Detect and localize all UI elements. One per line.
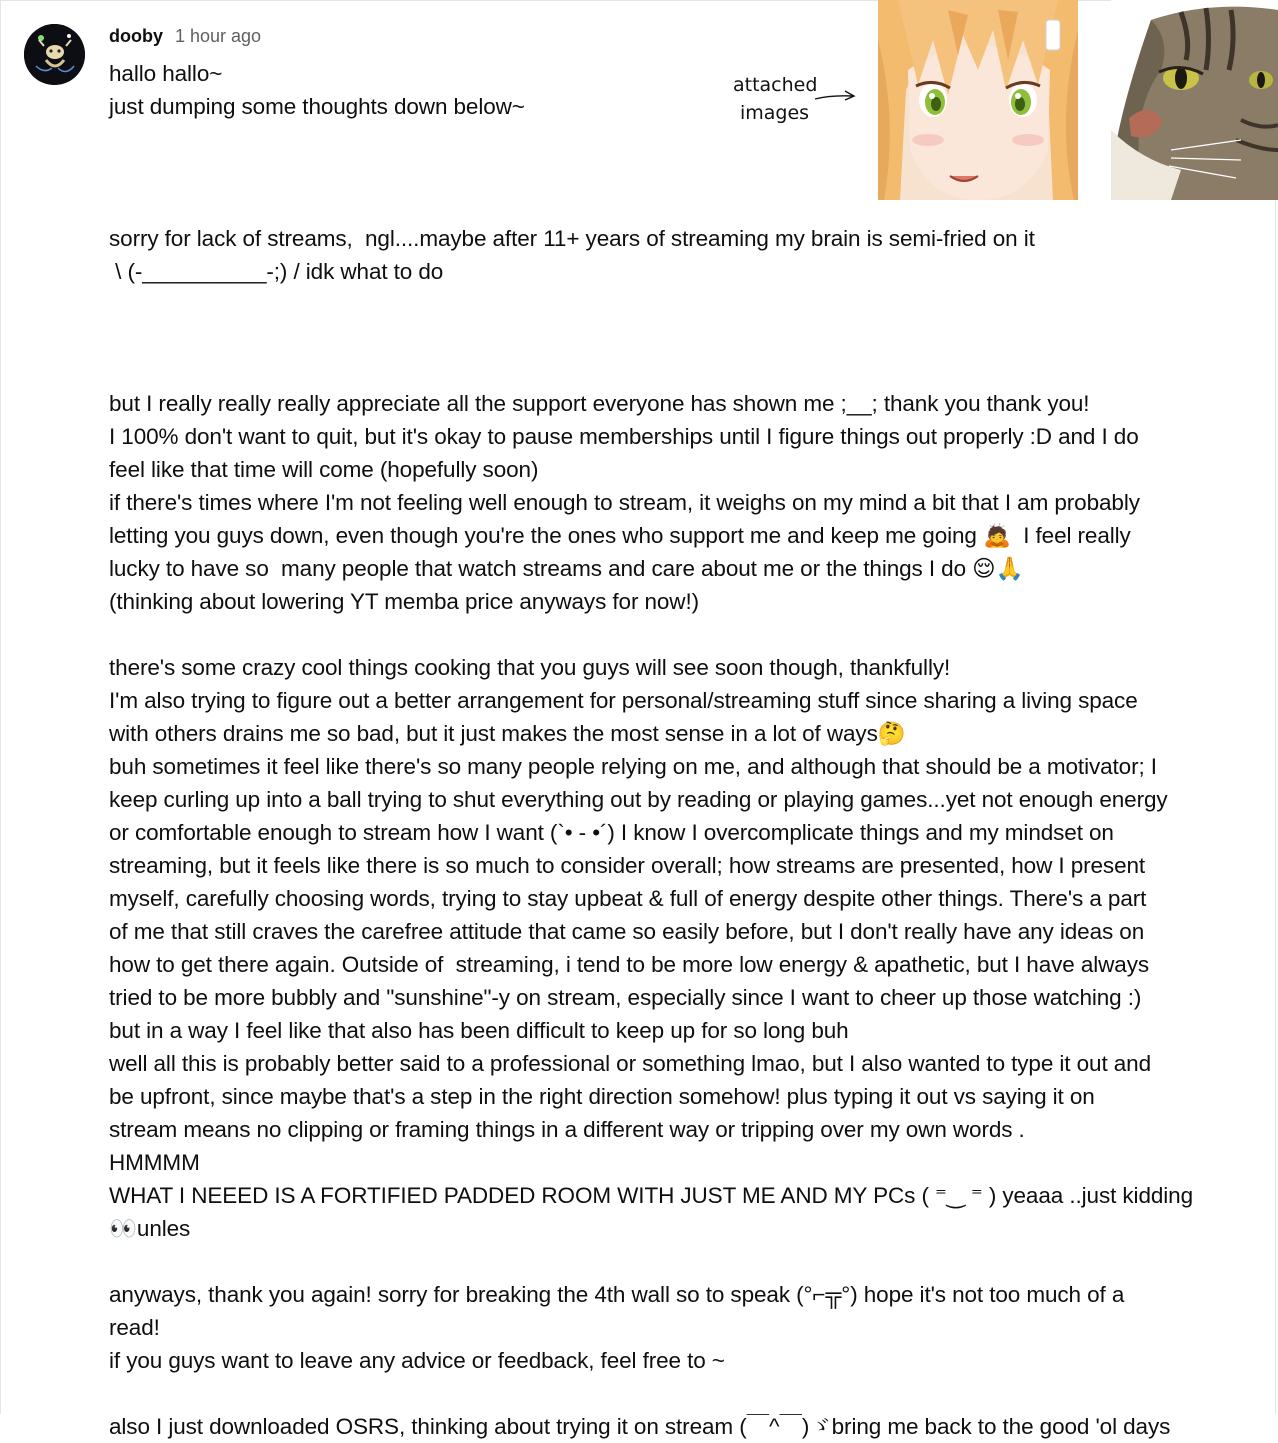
comment-line: but I really really really appreciate all the support everyone has shown me ;__; thank you thank you! [109,391,1090,416]
comment-line [109,189,1259,222]
comment-line: read! [109,1315,160,1340]
annotation-line-2: images [740,102,810,124]
comment-line: just dumping some thoughts down below~ [109,94,525,119]
comment-timestamp[interactable]: 1 hour ago [175,26,262,46]
comment-line [109,618,1259,651]
comment-line: stream means no clipping or framing things in a different way or tripping over my own words . [109,1117,1025,1142]
comment-line: there's some crazy cool things cooking that you guys will see soon though, thankfully! [109,655,951,680]
comment-line: hallo hallo~ [109,61,223,86]
comment-line: anyways, thank you again! sorry for breaking the 4th wall so to speak (°⌐╦°) hope it's not too much of a [109,1282,1125,1307]
author-name[interactable]: dooby [109,26,163,46]
comment-line: sorry for lack of streams, ngl....maybe after 11+ years of streaming my brain is semi-fried on it [109,226,1035,251]
comment-line: with others drains me so bad, but it just makes the most sense in a lot of ways🤔 [109,721,906,746]
comment-line: if there's times where I'm not feeling well enough to stream, it weighs on my mind a bit that I am probably [109,490,1140,515]
comment-line [109,354,1259,387]
comment-line: of me that still craves the carefree attitude that came so easily before, but I don't really have any ideas on [109,919,1145,944]
comment-line: \ (-__________-;) / idk what to do [109,259,444,284]
comment-line: or comfortable enough to stream how I want (`• - •´) I know I overcomplicate things and my mindset on [109,820,1114,845]
comment-line: well all this is probably better said to a professional or something lmao, but I also wanted to type it out and [109,1051,1151,1076]
comment-line: HMMMM [109,1150,200,1175]
comment-header [109,26,261,50]
comment-line: feel like that time will come (hopefully soon) [109,457,539,482]
comment-line: myself, carefully choosing words, trying to stay upbeat & full of energy despite other things. There's a part [109,886,1147,911]
comment-line: lucky to have so many people that watch streams and care about me or the things I do 😌🙏 [109,556,1024,581]
comment-line [109,321,1259,354]
comment-line: streaming, but it feels like there is so much to consider overall; how streams are presented, how I present [109,853,1146,878]
comment-line: tried to be more bubbly and "sunshine"-y on stream, especially since I want to cheer up those watching :) [109,985,1142,1010]
comment-line: I 100% don't want to quit, but it's okay to pause memberships until I figure things out properly :D and I do [109,424,1139,449]
comment-line: keep curling up into a ball trying to shut everything out by reading or playing games...yet not enough energy [109,787,1168,812]
comment-line: I'm also trying to figure out a better arrangement for personal/streaming stuff since sharing a living space [109,688,1138,713]
comment-line: 👀unles [109,1216,191,1241]
comment-line: if you guys want to leave any advice or feedback, feel free to ~ [109,1348,725,1373]
comment-body [109,57,1259,1443]
comment-line: but in a way I feel like that also has been difficult to keep up for so long buh [109,1018,849,1043]
comment-line: WHAT I NEEED IS A FORTIFIED PADDED ROOM WITH JUST ME AND MY PCs ( ⁼‿ ⁼ ) yeaaa ..just kidding [109,1183,1193,1208]
comment-line: buh sometimes it feel like there's so many people relying on me, and although that should be a motivator; I [109,754,1157,779]
comment-line [109,156,1259,189]
annotation-line-1: attached [733,74,818,96]
comment-line: letting you guys down, even though you're the ones who support me and keep me going 🙇 I feel really [109,523,1131,548]
comment-line [109,1245,1259,1278]
comment-line: be upfront, since maybe that's a step in the right direction somehow! plus typing it out vs saying it on [109,1084,1095,1109]
comment-line [109,288,1259,321]
comment-line: also I just downloaded OSRS, thinking about trying it on stream (￣^￣)ゞbring me back to the good 'ol days [109,1414,1171,1439]
comment-line [109,123,1259,156]
comment-line [109,1377,1259,1410]
avatar[interactable] [24,24,85,85]
comment-line: how to get there again. Outside of streaming, i tend to be more low energy & apathetic, but I have always [109,952,1150,977]
comment-line: (thinking about lowering YT memba price anyways for now!) [109,589,700,614]
